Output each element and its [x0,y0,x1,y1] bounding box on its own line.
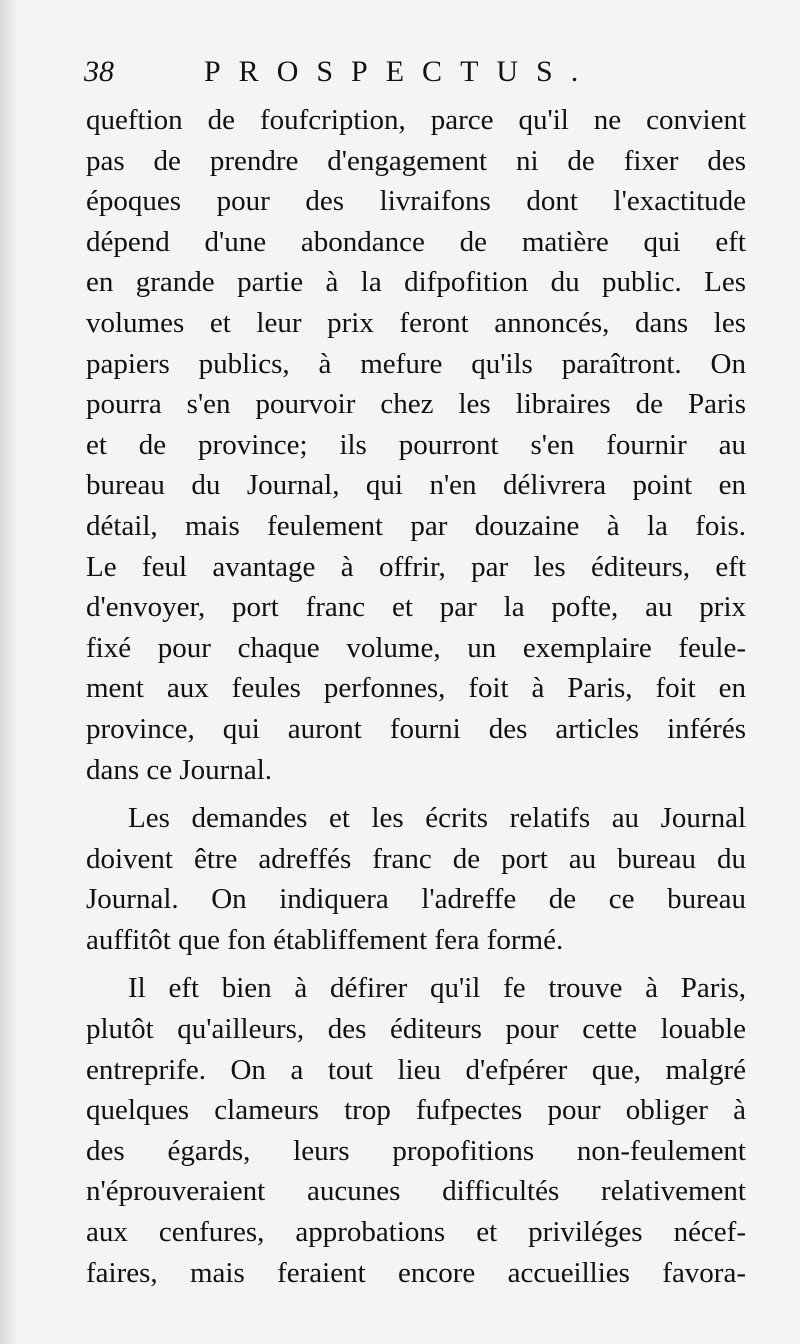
text-line: Le feul avantage à offrir, par les éditeurs, eft [86,550,746,583]
text-line: Il eft bien à défirer qu'il fe trouve à Paris, [128,972,746,1005]
text-line: ment aux feules perfonnes, foit à Paris, foit en [86,672,746,705]
text-line: en grande partie à la difpofition du public. Les [86,266,746,299]
text-line: Journal. On indiquera l'adreffe de ce bureau [86,883,746,916]
text-line: dépend d'une abondance de matière qui eft [86,225,746,258]
page-number: 38 [84,55,114,88]
running-head: PROSPECTUS. [204,55,597,88]
text-line: queftion de foufcription, parce qu'il ne convient [86,104,746,136]
text-line: entreprife. On a tout lieu d'efpérer que, malgré [86,1053,746,1086]
text-line: d'envoyer, port franc et par la pofte, au prix [86,591,746,624]
text-line: aux cenfures, approbations et priviléges nécef- [86,1216,746,1249]
text-line: papiers publics, à mefure qu'ils paraîtront. On [86,347,746,380]
text-line: plutôt qu'ailleurs, des éditeurs pour cette louable [86,1013,746,1046]
text-line: faires, mais feraient encore accueillies favora- [86,1256,746,1289]
paragraph-gap [86,960,746,968]
text-line: fixé pour chaque volume, un exemplaire feule- [86,631,746,664]
paragraph-1 [86,100,746,790]
page-header [84,50,624,94]
text-line: pas de prendre d'engagement ni de fixer des [86,144,746,177]
text-line: doivent être adreffés franc de port au bureau du [86,842,746,875]
text-line: des égards, leurs propofitions non-feulement [86,1134,746,1167]
body-text [86,100,746,1293]
paragraph-3 [86,968,746,1293]
text-line: quelques clameurs trop fufpectes pour obliger à [86,1094,746,1127]
text-line: et de province; ils pourront s'en fournir au [86,428,746,461]
text-line: auffitôt que fon établiffement fera formé. [86,923,564,956]
text-line: n'éprouveraient aucunes difficultés relativement [86,1175,746,1208]
text-line: détail, mais feulement par douzaine à la fois. [86,509,746,542]
text-line: dans ce Journal. [86,753,273,786]
text-line: volumes et leur prix feront annoncés, dans les [86,306,746,339]
text-line: époques pour des livraifons dont l'exactitude [86,185,746,218]
paragraph-gap [86,790,746,798]
text-line: province, qui auront fourni des articles inférés [86,712,746,745]
text-line: pourra s'en pourvoir chez les libraires de Paris [86,388,746,421]
text-line: Les demandes et les écrits relatifs au Journal [128,802,746,835]
paragraph-2 [86,798,746,960]
text-line: bureau du Journal, qui n'en délivrera point en [86,469,746,502]
